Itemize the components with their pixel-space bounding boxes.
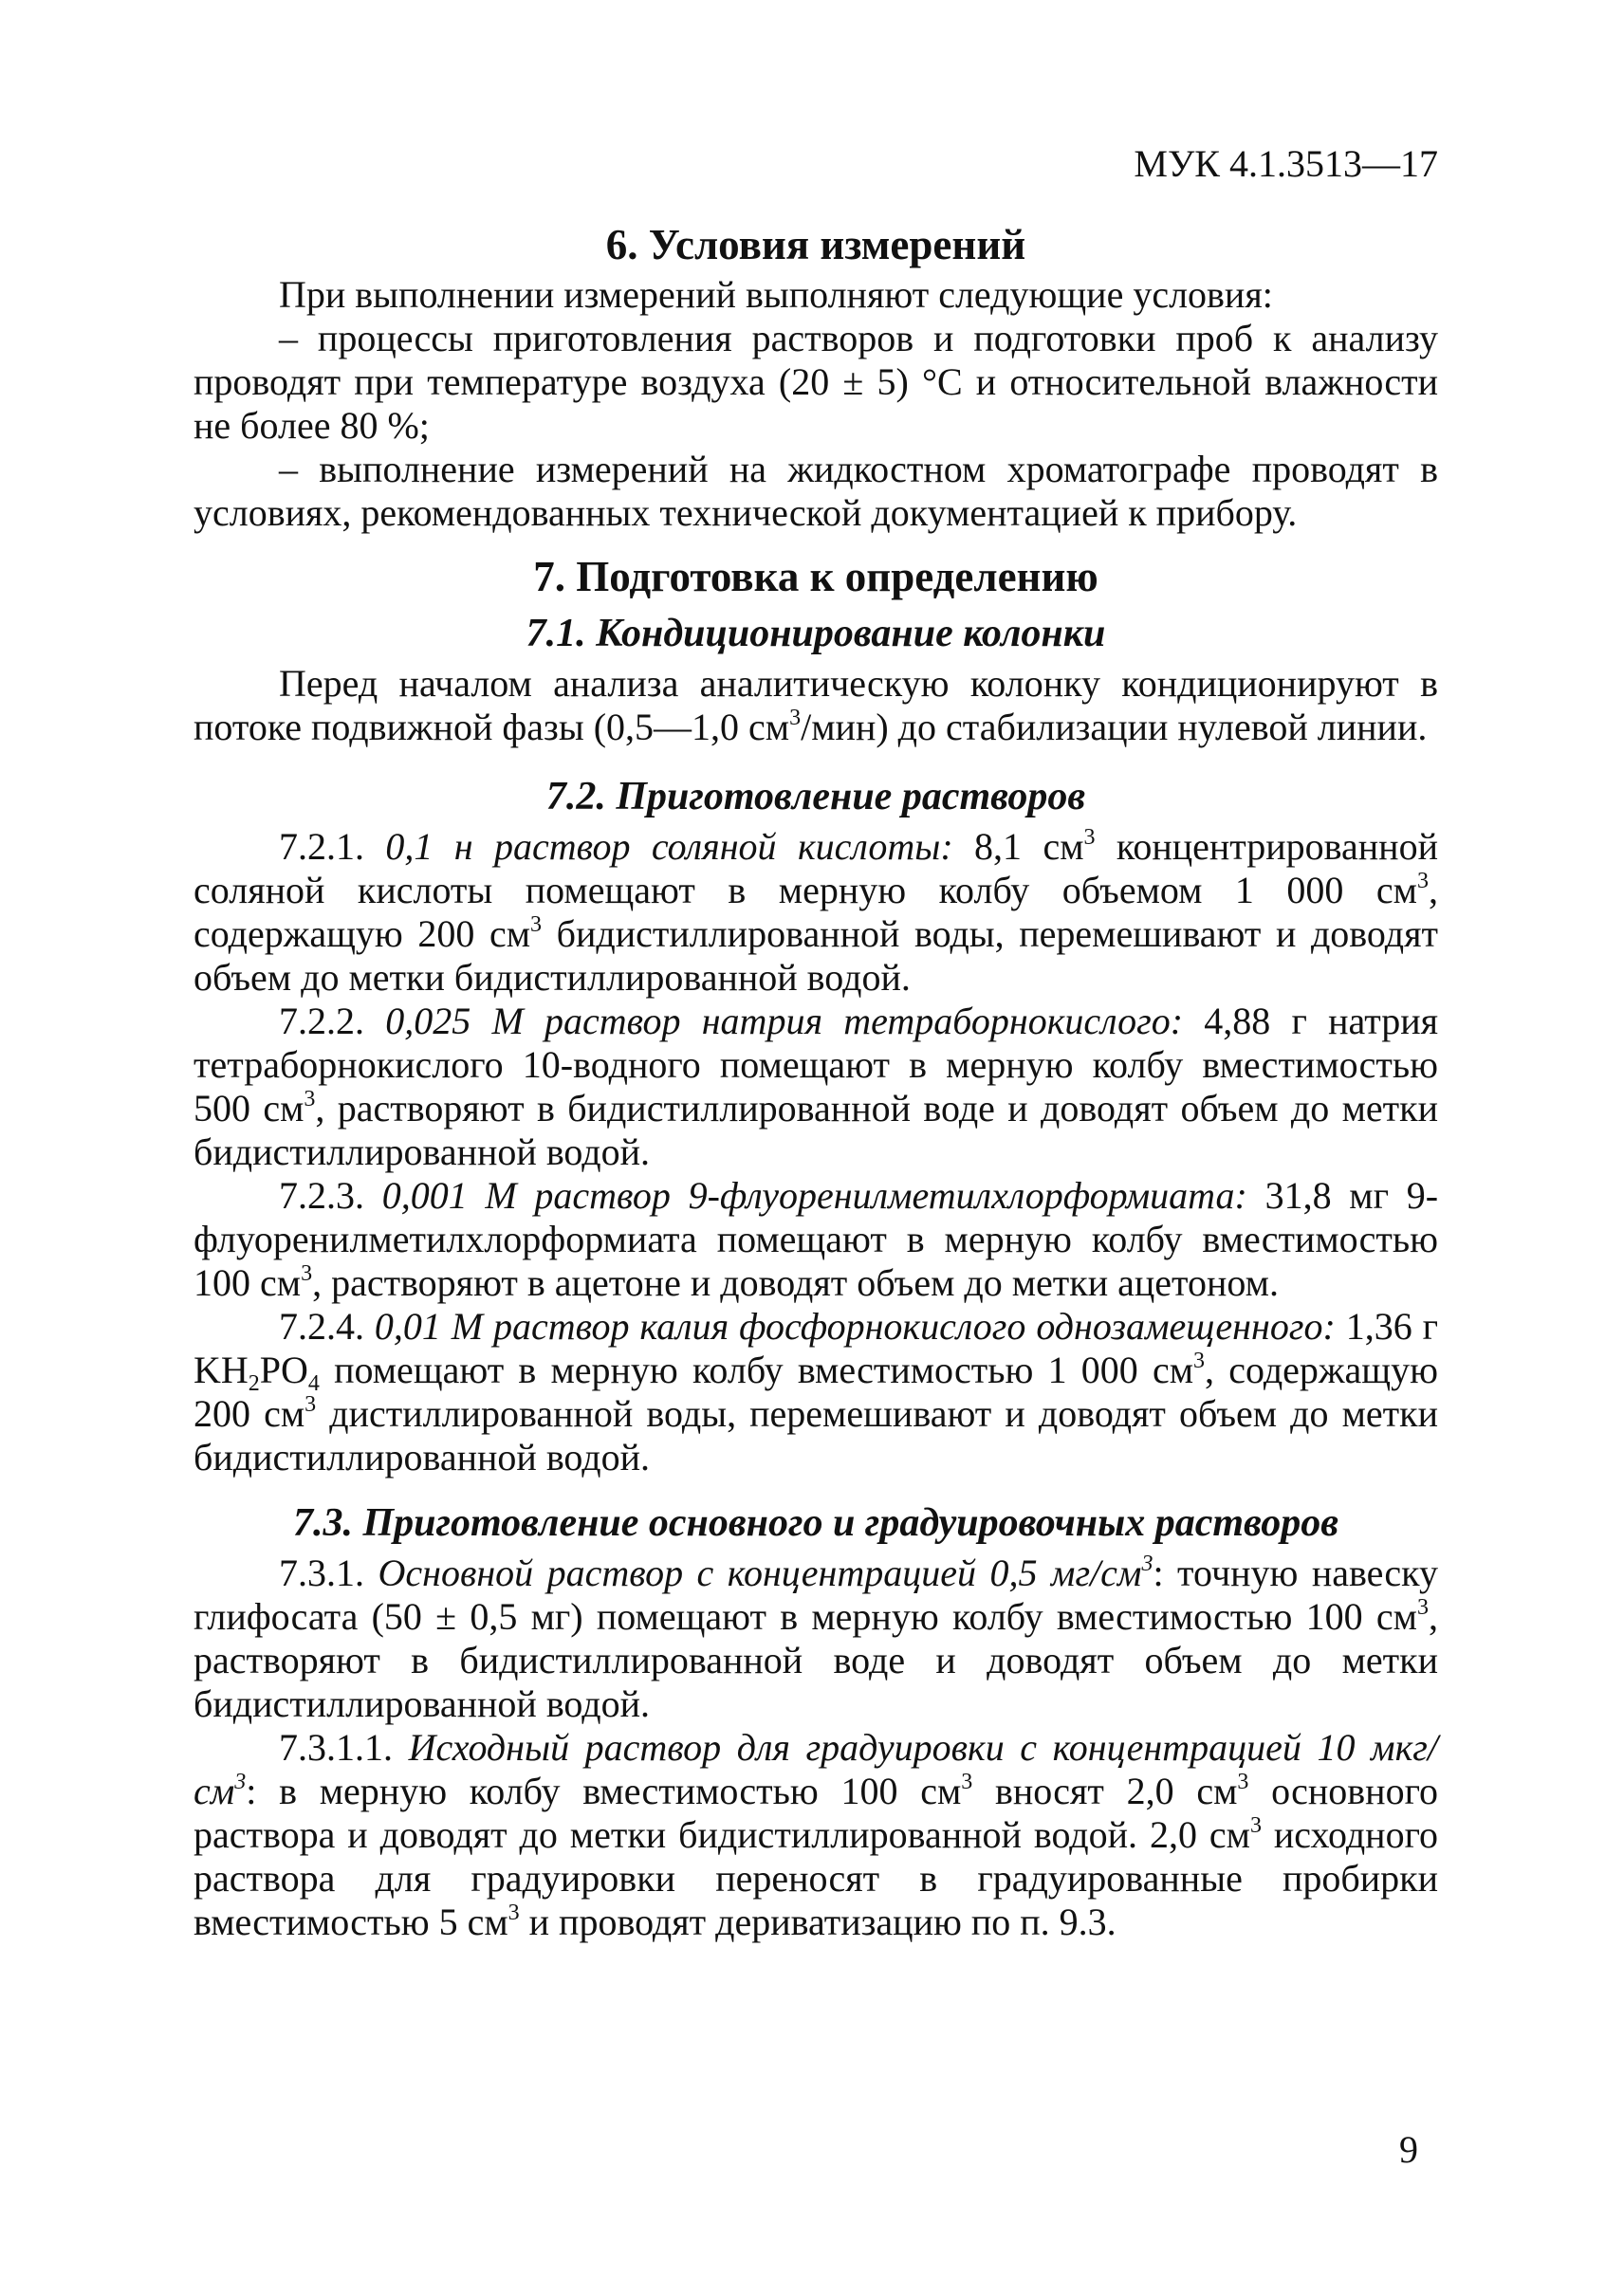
document-code: МУК 4.1.3513—17 — [1134, 142, 1438, 185]
paragraph-7-2-3: 7.2.3. 0,001 М раствор 9-флуоренилметилхлорформиата: 31,8 мг 9-флуоренилметилхлорформиата помещают в мерную колбу вместимостью 100 $см^3$, растворяют в ацетоне и доводят объем до метки ацетоном. — [194, 1174, 1439, 1304]
paragraph-7-2-2: 7.2.2. 0,025 М раствор натрия тетраборнокислого: 4,88 г натрия тетраборнокислого 10-водного помещают в мерную колбу вместимостью 500 $см^3$, растворяют в бидистиллированной воде и доводят объем до метки бидистиллированной водой. — [194, 1000, 1438, 1173]
paragraph-7-2-4: 7.2.4. 0,01 М раствор калия фосфорнокислого однозамещенного: 1,36 г $KH_2PO_4$ помещают в мерную колбу вместимостью 1 000 $см^3$, содержащую 200 $см^3$ дистиллированной воды, перемешивают и доводят объем до метки бидистиллированной водой. — [194, 1305, 1439, 1479]
subsection-7-1-title: 7.1. Кондиционирование колонки — [526, 612, 1106, 655]
section-6-title: 6. Условия измерений — [605, 221, 1026, 268]
paragraph-7-3-1-1: 7.3.1.1. Исходный раствор для градуировки с концентрацией 10 мкг/$см^3$: в мерную колбу вместимостью 100 $см^3$ вносят 2,0 $см^3$ основного раствора и доводят до метки бидистиллированной водой. 2,0 $см^3$ исходного раствора для градуировки переносят в градуированные пробирки вместимостью 5 $см^3$ и проводят дериватизацию по п. 9.3. — [194, 1726, 1438, 1943]
paragraph-7-2-1: 7.2.1. 0,1 н раствор соляной кислоты: 8,1 $см^3$ концентрированной соляной кислоты помещают в мерную колбу объемом 1 000 $см^3$, содержащую 200 $см^3$ бидистиллированной воды, перемешивают и доводят объем до метки бидистиллированной водой. — [194, 825, 1438, 999]
subsection-7-3-title: 7.3. Приготовление основного и градуировочных растворов — [292, 1501, 1339, 1545]
section-6-intro: При выполнении измерений выполняют следующие условия: — [279, 273, 1273, 316]
section-7-title: 7. Подготовка к определению — [533, 553, 1098, 600]
paragraph-7-3-1: 7.3.1. Основной раствор с концентрацией 0,5 $мг/см^3$: точную навеску глифосата (50 ± 0,5 мг) помещают в мерную колбу вместимостью 100 $см^3$, растворяют в бидистиллированной воде и доводят объем до метки бидистиллированной водой. — [194, 1552, 1439, 1725]
page-number: 9 — [1399, 2128, 1418, 2171]
section-6-item-2: – выполнение измерений на жидкостном хроматографе проводят в условиях, рекомендованных технической документацией к прибору. — [194, 448, 1438, 534]
subsection-7-2-title: 7.2. Приготовление растворов — [545, 775, 1086, 818]
subsection-7-1-text: Перед началом анализа аналитическую колонку кондиционируют в потоке подвижной фазы (0,5—1,0 $см^3/мин$) до стабилизации нулевой линии. — [194, 662, 1438, 748]
section-6-item-1: – процессы приготовления растворов и подготовки проб к анализу проводят при температуре воздуха (20 ± 5) °С и относительной влажности не более 80 %; — [194, 317, 1438, 447]
document-page — [194, 142, 1438, 1944]
